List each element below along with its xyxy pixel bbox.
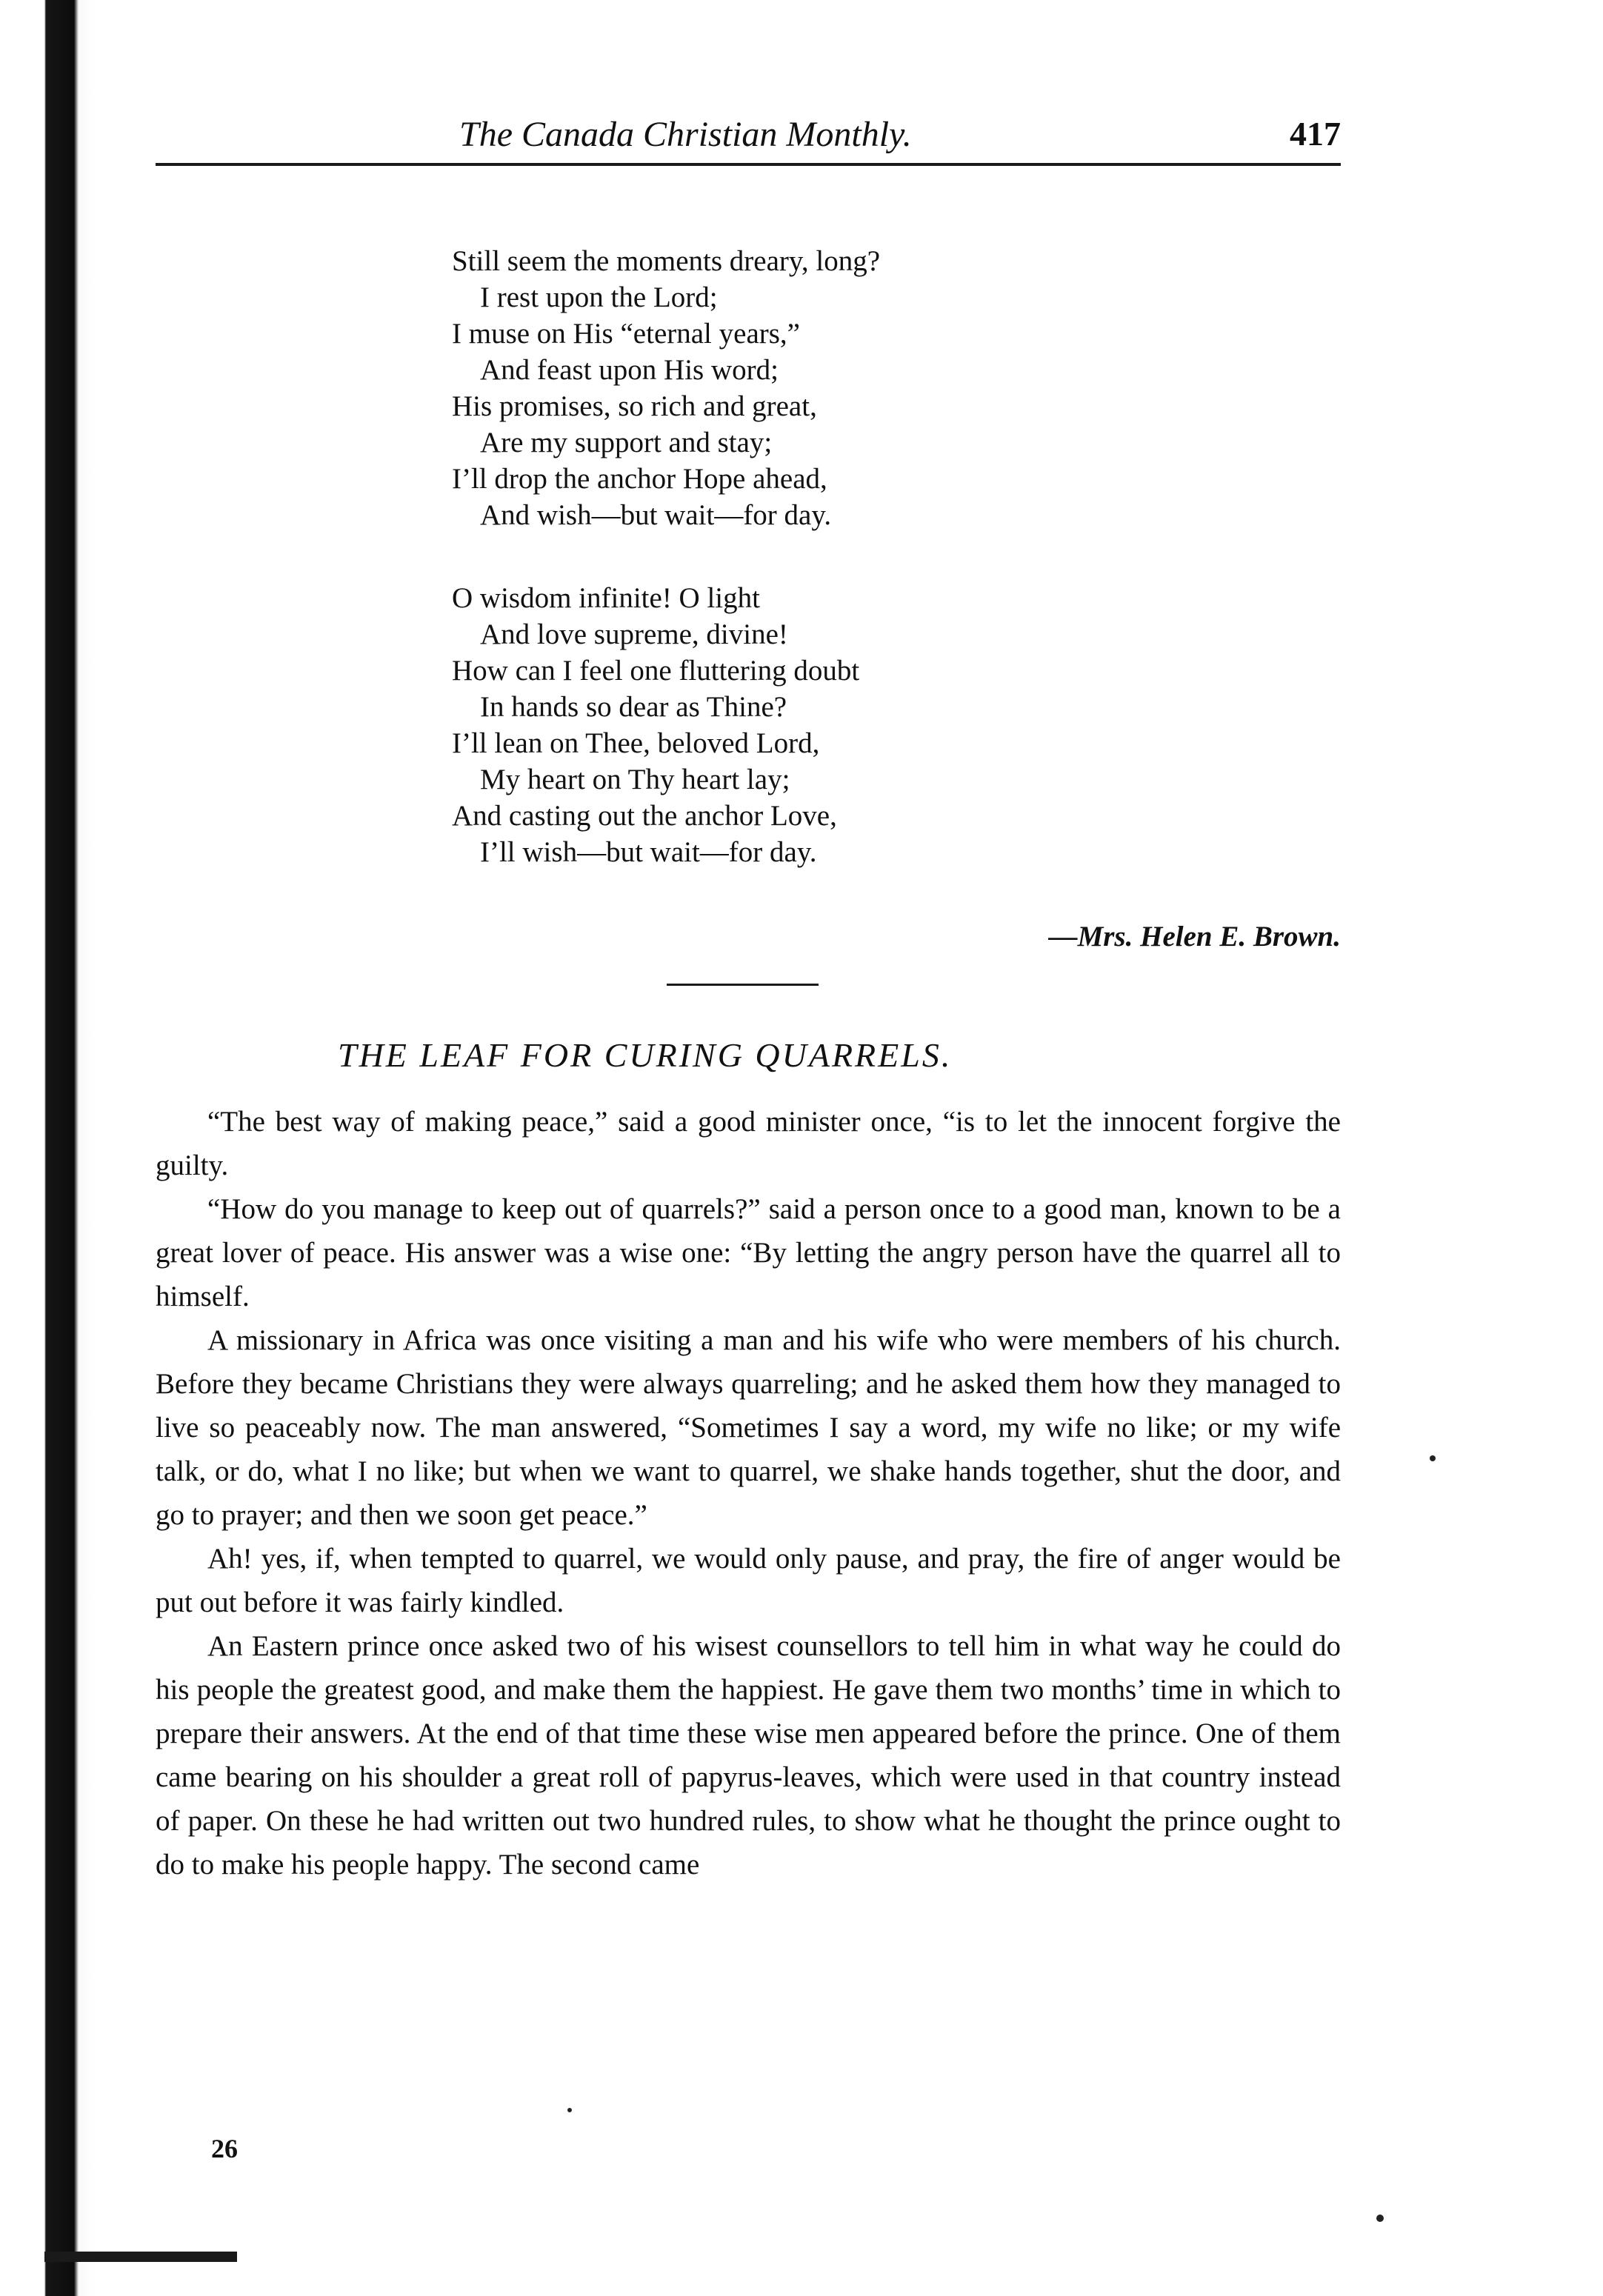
poem-attribution: —Mrs. Helen E. Brown.: [1048, 921, 1341, 952]
poem-line: I’ll lean on Thee, beloved Lord,: [452, 727, 820, 759]
scan-speck: [1430, 1455, 1436, 1461]
poem-line: And feast upon His word;: [480, 354, 779, 386]
article-paragraph: An Eastern prince once asked two of his wisest counsellors to tell him in what way he could do his people the greatest good, and make them the happiest. He gave them two months’ time in which to prepare their answers. At the end of that time these wise men appeared before the prince. One of them came bearing on his shoulder a great roll of papyrus-leaves, which were used in that country instead of paper. On these he had written out two hundred rules, to show what he thought the prince ought to do to make his people happy. The second came: [156, 1630, 1341, 1880]
poem-line: I muse on His “eternal years,”: [452, 318, 800, 350]
signature-mark: 26: [211, 2134, 238, 2163]
poem-line: I rest upon the Lord;: [480, 281, 718, 313]
poem-line: In hands so dear as Thine?: [480, 691, 787, 723]
article-paragraph: “How do you manage to keep out of quarrels?” said a person once to a good man, known to be a great lover of peace. His answer was a wise one: “By letting the angry person have the quarrel all to himself.: [156, 1193, 1341, 1312]
poem-line: And wish—but wait—for day.: [480, 499, 832, 531]
poem-line: I’ll wish—but wait—for day.: [480, 836, 817, 868]
poem-stanza-1: [452, 243, 1341, 533]
poem-line: My heart on Thy heart lay;: [480, 764, 790, 795]
section-divider: [667, 984, 819, 986]
scan-speck: [1376, 2215, 1384, 2222]
poem-line: How can I feel one fluttering doubt: [452, 655, 860, 687]
poem-line: And casting out the anchor Love,: [452, 800, 837, 832]
poem-line: O wisdom infinite! O light: [452, 582, 760, 614]
book-page: [156, 96, 1341, 2163]
article-body: [156, 1100, 1341, 1886]
article-title: THE LEAF FOR CURING QUARRELS.: [338, 1036, 953, 1074]
article-paragraph: A missionary in Africa was once visiting a man and his wife who were members of his church. Before they became Christians they were always quarreling; and he asked them how they managed to live so peaceably now. The man answered, “Sometimes I say a word, my wife no like; or my wife talk, or do, what I no like; but when we want to quarrel, we shake hands together, shut the door, and go to prayer; and then we soon get peace.”: [156, 1324, 1341, 1531]
page-number: 417: [1290, 115, 1341, 153]
poem-line: I’ll drop the anchor Hope ahead,: [452, 463, 827, 495]
article-paragraph: “The best way of making peace,” said a good minister once, “is to let the innocent forgive the guilty.: [156, 1106, 1341, 1181]
poem-stanza-2: [452, 580, 1341, 870]
poem-line: His promises, so rich and great,: [452, 390, 817, 422]
poem: [452, 243, 1341, 870]
poem-line: Still seem the moments dreary, long?: [452, 245, 881, 277]
page-header: [156, 96, 1341, 166]
poem-line: And love supreme, divine!: [480, 618, 788, 650]
page-edge-mark: [44, 2252, 237, 2262]
book-spine-shadow: [0, 0, 96, 2296]
article-paragraph: Ah! yes, if, when tempted to quarrel, we would only pause, and pray, the fire of anger would be put out before it was fairly kindled.: [156, 1543, 1341, 1618]
scan-speck: [567, 2108, 572, 2112]
running-head: The Canada Christian Monthly.: [459, 115, 912, 154]
poem-line: Are my support and stay;: [480, 427, 773, 458]
